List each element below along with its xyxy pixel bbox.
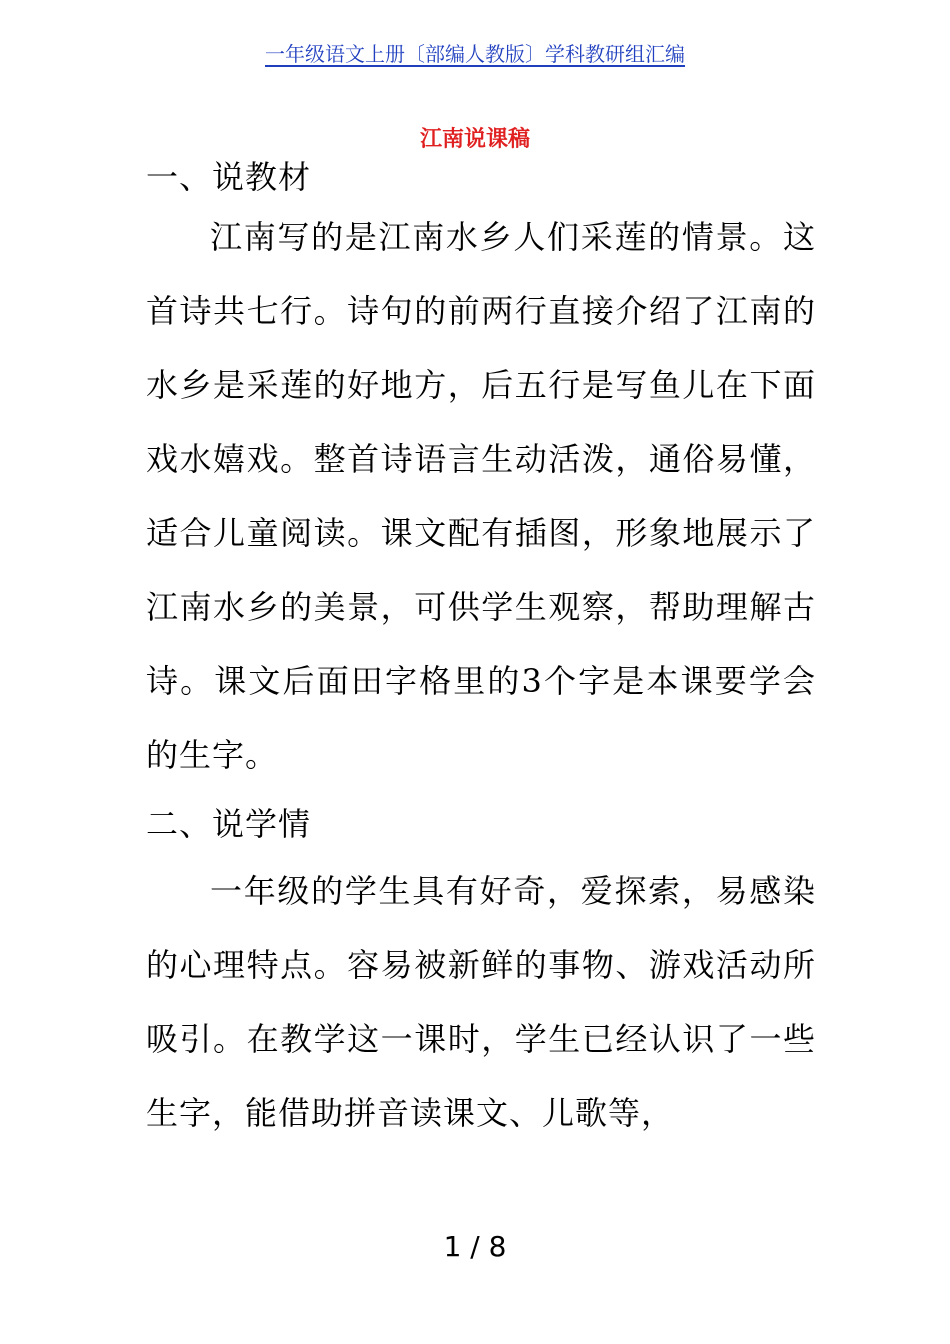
document-body [146,152,816,1150]
document-title: 江南说课稿 [419,126,530,152]
running-header: 一年级语文上册〔部编人教版〕学科教研组汇编 [265,42,685,66]
section-heading-textbook: 一、说教材 [146,158,312,196]
section-paragraph-students: 一年级的学生具有好奇，爱探索，易感染的心理特点。容易被新鲜的事物、游戏活动所吸引。在教学这一课时，学生已经认识了一些生字，能借助拼音读课文、儿歌等， [146,872,816,1132]
section-heading-students: 二、说学情 [146,805,312,843]
section-paragraph-textbook: 江南写的是江南水乡人们采莲的情景。这首诗共七行。诗句的前两行直接介绍了江南的水乡是采莲的好地方，后五行是写鱼儿在下面戏水嬉戏。整首诗语言生动活泼，通俗易懂，适合儿童阅读。课文配有插图，形象地展示了江南水乡的美景，可供学生观察，帮助理解古诗。课文后面田字格里的3个字是本课要学会的生字。 [146,218,816,774]
page-indicator: 1 / 8 [443,1230,507,1263]
